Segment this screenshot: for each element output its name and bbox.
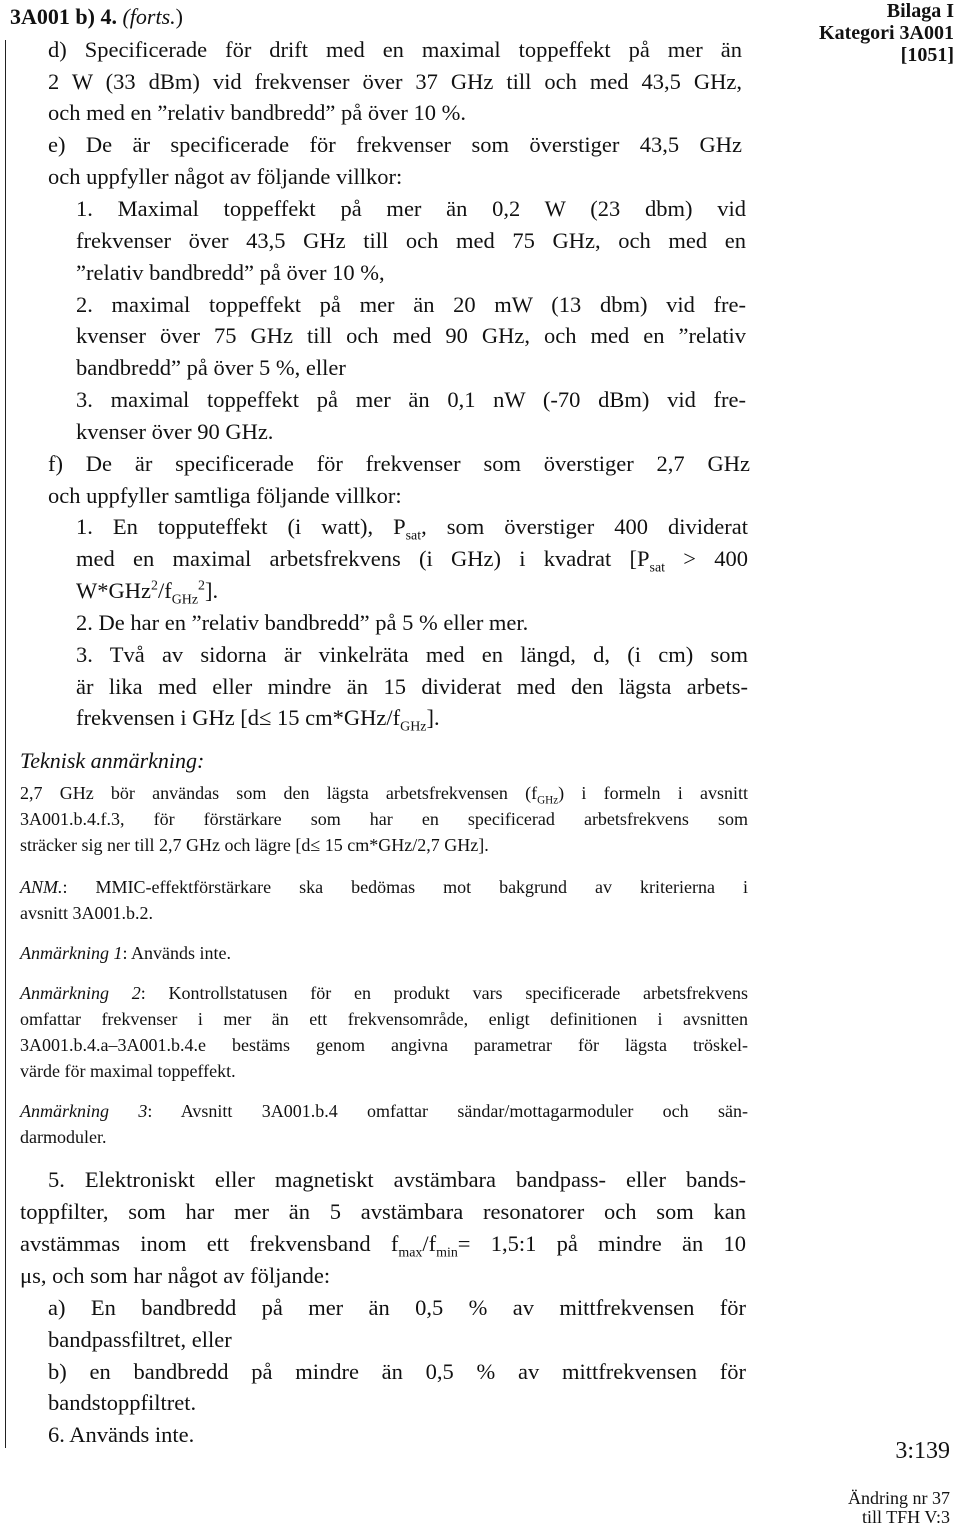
f3-l3-sub-ghz: GHz bbox=[400, 719, 427, 735]
section-5-line-3 bbox=[20, 1228, 746, 1260]
item-f1-line-1 bbox=[76, 511, 748, 543]
tek-l1-text-b: ) i formeln i avsnitt bbox=[558, 783, 748, 803]
note-3-line-2: darmoduler. bbox=[20, 1127, 107, 1147]
technical-note-line-2: 3A001.b.4.f.3, för förstärkare som har en specificerad arbetsfrekvens som bbox=[20, 809, 748, 829]
item-f1-line-3 bbox=[76, 575, 748, 607]
s5-l3-text-a: avstämmas inom ett frekvensband f bbox=[20, 1231, 399, 1256]
section-reference bbox=[10, 4, 183, 30]
note-3-label: Anmärkning 3 bbox=[20, 1101, 148, 1121]
annex-page-ref: [1051] bbox=[900, 44, 954, 66]
item-e2-line-1: 2. maximal toppeffekt på mer än 20 mW (13 dbm) vid fre- bbox=[76, 292, 746, 317]
item-f3-line-1: 3. Två av sidorna är vinkelräta med en längd, d, (i cm) som bbox=[76, 642, 748, 667]
note-1-label: Anmärkning 1 bbox=[20, 943, 123, 963]
f1-l3-text-b: /f bbox=[157, 578, 172, 603]
anm-text: : MMIC-effektförstärkare ska bedömas mot bakgrund av kriterierna i bbox=[62, 877, 748, 897]
section-6: 6. Används inte. bbox=[48, 1422, 195, 1447]
note-2-line-2: omfattar frekvenser i mer än ett frekvensområde, enligt definitionen i avsnitten bbox=[20, 1009, 748, 1029]
note-2-text: : Kontrollstatusen för en produkt vars specificerade arbetsfrekvens bbox=[140, 983, 748, 1003]
section-ref-paren: ) bbox=[175, 4, 183, 29]
f1-l3-text-c: ]. bbox=[205, 578, 219, 603]
technical-note-line-3: sträcker sig ner till 2,7 GHz och lägre [d≤ 15 cm*GHz/2,7 GHz]. bbox=[20, 835, 489, 855]
s5-l3-sub-max: max bbox=[398, 1245, 423, 1261]
annex-box bbox=[819, 0, 954, 66]
s5-l3-text-b: /f bbox=[422, 1231, 437, 1256]
item-e-line-2: och uppfyller något av följande villkor: bbox=[48, 164, 403, 189]
annex-category: Kategori 3A001 bbox=[819, 22, 954, 44]
item-e3-line-2: kvenser över 90 GHz. bbox=[76, 419, 274, 444]
note-3-text: : Avsnitt 3A001.b.4 omfattar sändar/mottagarmoduler och sän- bbox=[147, 1101, 748, 1121]
section-ref-bold: 3A001 b) 4. bbox=[10, 4, 117, 29]
section-5-line-4: μs, och som har något av följande: bbox=[20, 1263, 331, 1288]
section-ref-continued: (forts. bbox=[122, 4, 176, 29]
f1-l3-sup-2b: 2 bbox=[198, 578, 205, 594]
item-e1-line-2: frekvenser över 43,5 GHz till och med 75 GHz, och med en bbox=[76, 228, 746, 253]
item-e2-line-2: kvenser över 75 GHz till och med 90 GHz, och med en ”relativ bbox=[76, 323, 746, 348]
item-f1-line-2 bbox=[76, 543, 748, 575]
f1-l3-sup-2a: 2 bbox=[150, 578, 158, 594]
item-f3-line-3 bbox=[76, 702, 748, 734]
f1-text-a: 1. En topputeffekt (i watt), P bbox=[76, 514, 406, 539]
anm-line-2: avsnitt 3A001.b.2. bbox=[20, 903, 153, 923]
section-5-line-2: toppfilter, som har mer än 5 avstämbara resonatorer och som kan bbox=[20, 1199, 746, 1224]
note-2-label: Anmärkning 2 bbox=[20, 983, 141, 1003]
note-3-line-1 bbox=[20, 1098, 748, 1124]
anm-line-1 bbox=[20, 874, 748, 900]
item-e3-line-1: 3. maximal toppeffekt på mer än 0,1 nW (-70 dBm) vid fre- bbox=[76, 387, 746, 412]
note-2-line-3: 3A001.b.4.a–3A001.b.4.e bestäms genom angivna parametrar för lägsta tröskel- bbox=[20, 1035, 748, 1055]
item-e2-line-3: bandbredd” på över 5 %, eller bbox=[76, 355, 346, 380]
item-f2-line-1: 2. De har en ”relativ bandbredd” på 5 % eller mer. bbox=[76, 610, 529, 635]
amendment-number: Ändring nr 37 bbox=[848, 1488, 950, 1508]
page-number: 3:139 bbox=[895, 1438, 950, 1464]
section-5a-line-1: a) En bandbredd på mer än 0,5 % av mittfrekvensen för bbox=[48, 1295, 746, 1320]
item-d-line-1: d) Specificerade för drift med en maximal toppeffekt på mer än bbox=[48, 37, 742, 62]
anm-label: ANM. bbox=[20, 877, 63, 897]
item-e1-line-3: ”relativ bandbredd” på över 10 %, bbox=[76, 260, 385, 285]
note-2-line-4: värde för maximal toppeffekt. bbox=[20, 1061, 236, 1081]
note-2-line-1 bbox=[20, 980, 748, 1006]
note-1-text: : Används inte. bbox=[122, 943, 231, 963]
item-f-line-2: och uppfyller samtliga följande villkor: bbox=[48, 483, 402, 508]
f1-l3-sub-ghz: GHz bbox=[171, 592, 199, 608]
item-e1-line-1: 1. Maximal toppeffekt på mer än 0,2 W (23 dbm) vid bbox=[76, 196, 746, 221]
margin-rule bbox=[5, 40, 6, 1448]
f3-l3-text-b: ]. bbox=[426, 705, 440, 730]
item-f-line-1: f) De är specificerade för frekvenser som överstiger 2,7 GHz bbox=[48, 451, 750, 476]
f1-l2-text-b: > 400 bbox=[665, 546, 748, 571]
item-d-line-2: 2 W (33 dBm) vid frekvenser över 37 GHz till och med 43,5 GHz, bbox=[48, 69, 742, 94]
technical-note-heading: Teknisk anmärkning: bbox=[20, 748, 205, 773]
tek-l1-sub-ghz: GHz bbox=[537, 794, 559, 807]
tek-l1-text-a: 2,7 GHz bör användas som den lägsta arbetsfrekvensen (f bbox=[20, 783, 538, 803]
f1-sub-sat: sat bbox=[405, 528, 422, 544]
technical-note-line-1 bbox=[20, 780, 748, 806]
f1-l2-text-a: med en maximal arbetsfrekvens (i GHz) i kvadrat [P bbox=[76, 546, 650, 571]
s5-l3-text-c: = 1,5:1 på mindre än 10 bbox=[457, 1231, 746, 1256]
annex-title: Bilaga I bbox=[886, 0, 954, 22]
s5-l3-sub-min: min bbox=[436, 1245, 458, 1261]
f1-l3-text-a: W*GHz bbox=[76, 578, 151, 603]
item-d-line-3: och med en ”relativ bandbredd” på över 10 %. bbox=[48, 100, 466, 125]
note-1 bbox=[20, 940, 748, 966]
amendment-reference: till TFH V:3 bbox=[861, 1507, 950, 1527]
f1-l2-sub-sat: sat bbox=[649, 560, 665, 576]
section-5a-line-2: bandpassfiltret, eller bbox=[48, 1327, 232, 1352]
f1-text-b: , som överstiger 400 dividerat bbox=[421, 514, 748, 539]
item-f3-line-2: är lika med eller mindre än 15 dividerat med den lägsta arbets- bbox=[76, 674, 748, 699]
section-5b-line-2: bandstoppfiltret. bbox=[48, 1390, 197, 1415]
f3-l3-text-a: frekvensen i GHz [d≤ 15 cm*GHz/f bbox=[76, 705, 401, 730]
section-5b-line-1: b) en bandbredd på mindre än 0,5 % av mittfrekvensen för bbox=[48, 1359, 746, 1384]
section-5-line-1: 5. Elektroniskt eller magnetiskt avstämbara bandpass- eller bands- bbox=[48, 1167, 746, 1192]
item-e-line-1: e) De är specificerade för frekvenser som överstiger 43,5 GHz bbox=[48, 132, 742, 157]
